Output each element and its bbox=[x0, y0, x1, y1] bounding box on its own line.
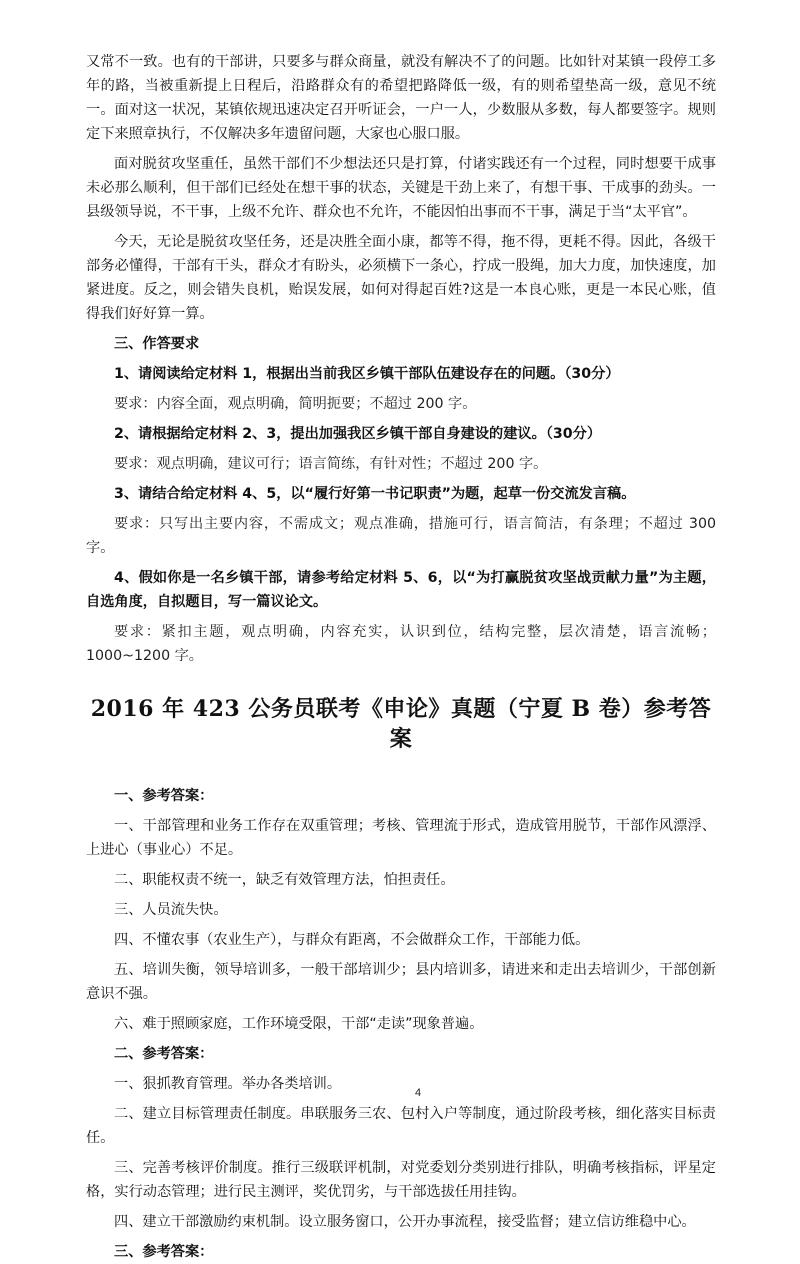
answer-item: 六、难于照顾家庭，工作环境受限，干部“走读”现象普遍。 bbox=[114, 1016, 484, 1032]
material-paragraph: 今天，无论是脱贫攻坚任务，还是决胜全面小康，都等不得，拖不得，更耗不得。因此，各级干部务必懂得，干部有干头，群众才有盼头，必须横下一条心，拧成一股绳，加大力度，加快速度，加紧进度。反之，则会错失良机，贻误发展，如何对得起百姓?这是一本良心账，更是一本民心账，值得我们好好算一算。 bbox=[86, 234, 716, 322]
answer-item: 二、建立目标管理责任制度。串联服务三农、包村入户等制度，通过阶段考核，细化落实目标责任。 bbox=[86, 1106, 716, 1146]
answer-item: 一、狠抓教育管理。举办各类培训。 bbox=[114, 1076, 342, 1092]
page-number: 4 bbox=[414, 1087, 422, 1099]
answer-item: 四、建立干部激励约束机制。设立服务窗口，公开办事流程，接受监督；建立信访维稳中心。 bbox=[114, 1214, 696, 1230]
answer-item: 一、干部管理和业务工作存在双重管理；考核、管理流于形式，造成管用脱节，干部作风漂浮、上进心（事业心）不足。 bbox=[86, 818, 716, 858]
answer-heading-3: 三、参考答案： bbox=[114, 1244, 214, 1260]
answer-item: 五、培训失衡，领导培训多，一般干部培训少；县内培训多，请进来和走出去培训少，干部创新意识不强。 bbox=[86, 962, 716, 1002]
requirement-2: 要求：观点明确，建议可行；语言简练，有针对性；不超过 200 字。 bbox=[114, 456, 548, 472]
requirement-4: 要求：紧扣主题，观点明确，内容充实，认识到位，结构完整，层次清楚，语言流畅；1000~1200 字。 bbox=[86, 624, 716, 664]
question-3: 3、请结合给定材料 4、5，以“履行好第一书记职责”为题，起草一份交流发言稿。 bbox=[114, 486, 636, 502]
answer-heading-1: 一、参考答案： bbox=[114, 788, 214, 804]
answer-item: 二、职能权责不统一，缺乏有效管理方法，怕担责任。 bbox=[114, 872, 455, 888]
answer-item: 三、完善考核评价制度。推行三级联评机制，对党委划分类别进行排队，明确考核指标，评星定格，实行动态管理；进行民主测评，奖优罚劣，与干部选拔任用挂钩。 bbox=[86, 1160, 716, 1200]
material-paragraph: 面对脱贫攻坚重任，虽然干部们不少想法还只是打算，付诸实践还有一个过程，同时想要干成事未必那么顺利，但干部们已经处在想干事的状态，关键是干劲上来了，有想干事、干成事的劲头。一县级领导说，不干事，上级不允许、群众也不允许，不能因怕出事而不干事，满足于当“太平官”。 bbox=[86, 156, 716, 220]
answer-title: 2016 年 423 公务员联考《申论》真题（宁夏 B 卷）参考答案 bbox=[90, 696, 712, 752]
answer-item: 四、不懂农事（农业生产），与群众有距离，不会做群众工作，干部能力低。 bbox=[114, 932, 590, 948]
answer-item: 三、人员流失快。 bbox=[114, 902, 228, 918]
question-4: 4、假如你是一名乡镇干部，请参考给定材料 5、6，以“为打赢脱贫攻坚战贡献力量”为主题，自选角度，自拟题目，写一篇议论文。 bbox=[86, 570, 716, 610]
requirement-1: 要求：内容全面，观点明确，简明扼要；不超过 200 字。 bbox=[114, 396, 477, 412]
question-2: 2、请根据给定材料 2、3，提出加强我区乡镇干部自身建设的建议。（30分） bbox=[114, 426, 602, 442]
answer-heading-2: 二、参考答案： bbox=[114, 1046, 214, 1062]
question-1: 1、请阅读给定材料 1，根据出当前我区乡镇干部队伍建设存在的问题。（30分） bbox=[114, 366, 620, 382]
page-content bbox=[86, 50, 716, 1264]
requirement-3: 要求：只写出主要内容，不需成文；观点准确，措施可行，语言简洁，有条理；不超过 300 字。 bbox=[86, 516, 716, 556]
requirements-heading: 三、作答要求 bbox=[114, 336, 200, 352]
material-paragraph: 又常不一致。也有的干部讲，只要多与群众商量，就没有解决不了的问题。比如针对某镇一段停工多年的路，当被重新提上日程后，沿路群众有的希望把路降低一级，有的则希望垫高一级，意见不统一。面对这一状况，某镇依规迅速决定召开听证会，一户一人，少数服从多数，每人都要签字。规则定下来照章执行，不仅解决多年遗留问题，大家也心服口服。 bbox=[86, 54, 716, 142]
